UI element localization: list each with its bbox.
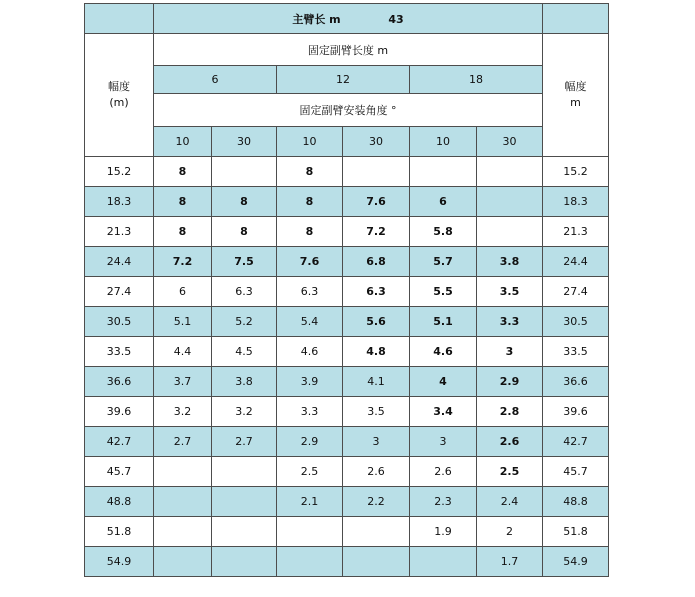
jib-length-label: 固定副臂长度 m: [154, 34, 543, 66]
radius-cell: 33.5: [85, 337, 154, 367]
load-cell: 3.3: [477, 307, 543, 337]
load-cell: 4.1: [343, 367, 410, 397]
load-cell: [343, 547, 410, 577]
load-cell: 3: [343, 427, 410, 457]
load-cell: 8: [277, 187, 343, 217]
load-cell: [212, 517, 277, 547]
load-cell: [277, 547, 343, 577]
load-cell: 6: [154, 277, 212, 307]
load-cell: [212, 547, 277, 577]
load-cell: 2.6: [410, 457, 477, 487]
header-row-main-boom: [85, 4, 609, 34]
load-cell: 2.5: [277, 457, 343, 487]
radius-cell-right: 39.6: [543, 397, 609, 427]
radius-cell: 24.4: [85, 247, 154, 277]
load-cell: 8: [154, 217, 212, 247]
radius-cell: 30.5: [85, 307, 154, 337]
radius-cell: 54.9: [85, 547, 154, 577]
load-cell: 7.6: [343, 187, 410, 217]
load-cell: [343, 157, 410, 187]
radius-cell: 45.7: [85, 457, 154, 487]
load-cell: [212, 457, 277, 487]
load-cell: 3.5: [477, 277, 543, 307]
load-cell: 3.7: [154, 367, 212, 397]
load-cell: 1.7: [477, 547, 543, 577]
radius-cell-right: 51.8: [543, 517, 609, 547]
load-cell: 3.3: [277, 397, 343, 427]
radius-cell: 36.6: [85, 367, 154, 397]
load-cell: 4.4: [154, 337, 212, 367]
jib-length-12: 12: [277, 66, 410, 94]
angle-cell: 10: [154, 127, 212, 157]
table-row: [85, 337, 609, 367]
load-cell: 4.6: [410, 337, 477, 367]
radius-cell: 21.3: [85, 217, 154, 247]
radius-cell-right: 18.3: [543, 187, 609, 217]
load-cell: 2.3: [410, 487, 477, 517]
load-cell: [477, 157, 543, 187]
load-cell: 2.6: [343, 457, 410, 487]
load-cell: 2: [477, 517, 543, 547]
load-cell: 7.6: [277, 247, 343, 277]
load-cell: [343, 517, 410, 547]
load-cell: 6: [410, 187, 477, 217]
table-row: [85, 367, 609, 397]
radius-cell-right: 45.7: [543, 457, 609, 487]
load-cell: [410, 157, 477, 187]
load-cell: 5.7: [410, 247, 477, 277]
header-row-jib-values: [85, 66, 609, 94]
load-cell: 3.5: [343, 397, 410, 427]
load-cell: 5.8: [410, 217, 477, 247]
amplitude-left-line1: 幅度: [108, 80, 130, 93]
radius-cell: 27.4: [85, 277, 154, 307]
amplitude-left-line2: (m): [109, 96, 129, 109]
load-cell: 7.2: [154, 247, 212, 277]
load-cell: 5.2: [212, 307, 277, 337]
load-cell: 2.9: [277, 427, 343, 457]
load-cell: 3.2: [212, 397, 277, 427]
table-row: [85, 157, 609, 187]
radius-cell-right: 30.5: [543, 307, 609, 337]
angle-cell: 30: [212, 127, 277, 157]
table-row: [85, 187, 609, 217]
load-cell: 4.5: [212, 337, 277, 367]
radius-cell: 42.7: [85, 427, 154, 457]
corner-cell: [85, 4, 154, 34]
load-cell: 3.8: [477, 247, 543, 277]
load-cell: 3.4: [410, 397, 477, 427]
load-cell: 5.1: [410, 307, 477, 337]
table-row: [85, 547, 609, 577]
load-cell: 7.2: [343, 217, 410, 247]
header-row-angles: [85, 127, 609, 157]
load-cell: 7.5: [212, 247, 277, 277]
main-boom-label: 主臂长 m: [292, 12, 341, 26]
radius-cell: 39.6: [85, 397, 154, 427]
load-cell: 8: [212, 187, 277, 217]
load-cell: 6.3: [343, 277, 410, 307]
load-cell: [212, 157, 277, 187]
load-cell: 4.6: [277, 337, 343, 367]
radius-cell-right: 21.3: [543, 217, 609, 247]
load-cell: [154, 457, 212, 487]
load-cell: 8: [154, 187, 212, 217]
table-row: [85, 277, 609, 307]
load-chart-table: [84, 3, 609, 577]
main-boom-value: 43: [388, 12, 404, 26]
load-cell: 3.2: [154, 397, 212, 427]
load-cell: 6.3: [277, 277, 343, 307]
load-cell: 1.9: [410, 517, 477, 547]
table-row: [85, 487, 609, 517]
main-boom-cell: [154, 4, 543, 34]
radius-cell-right: 33.5: [543, 337, 609, 367]
radius-cell: 51.8: [85, 517, 154, 547]
table-row: [85, 517, 609, 547]
load-cell: 6.3: [212, 277, 277, 307]
load-cell: 2.9: [477, 367, 543, 397]
load-cell: 2.1: [277, 487, 343, 517]
load-cell: 3.9: [277, 367, 343, 397]
load-cell: 5.5: [410, 277, 477, 307]
load-cell: 2.4: [477, 487, 543, 517]
jib-angle-label: 固定副臂安装角度 °: [154, 94, 543, 127]
load-cell: 2.7: [154, 427, 212, 457]
load-cell: 4.8: [343, 337, 410, 367]
angle-cell: 10: [277, 127, 343, 157]
radius-cell: 48.8: [85, 487, 154, 517]
table-row: [85, 307, 609, 337]
angle-cell: 30: [343, 127, 410, 157]
radius-cell: 18.3: [85, 187, 154, 217]
load-cell: 2.2: [343, 487, 410, 517]
table-row: [85, 247, 609, 277]
table-row: [85, 217, 609, 247]
load-cell: 2.7: [212, 427, 277, 457]
load-cell: 5.6: [343, 307, 410, 337]
load-cell: [477, 217, 543, 247]
table-row: [85, 397, 609, 427]
angle-cell: 30: [477, 127, 543, 157]
radius-cell-right: 36.6: [543, 367, 609, 397]
jib-length-18: 18: [410, 66, 543, 94]
load-cell: 5.4: [277, 307, 343, 337]
load-cell: 2.8: [477, 397, 543, 427]
load-cell: 8: [154, 157, 212, 187]
radius-cell-right: 27.4: [543, 277, 609, 307]
load-cell: 8: [277, 157, 343, 187]
table-row: [85, 427, 609, 457]
amplitude-right-line1: 幅度: [564, 80, 587, 93]
load-cell: 3: [477, 337, 543, 367]
load-cell: [277, 517, 343, 547]
amplitude-right-line2: m: [570, 96, 581, 109]
corner-cell-right: [543, 4, 609, 34]
load-cell: [410, 547, 477, 577]
radius-cell-right: 15.2: [543, 157, 609, 187]
amplitude-header-right: [543, 34, 609, 157]
load-cell: 3: [410, 427, 477, 457]
radius-cell: 15.2: [85, 157, 154, 187]
load-cell: 2.6: [477, 427, 543, 457]
radius-cell-right: 24.4: [543, 247, 609, 277]
header-row-jib-length: [85, 34, 609, 66]
amplitude-header-left: [85, 34, 154, 157]
radius-cell-right: 48.8: [543, 487, 609, 517]
jib-length-6: 6: [154, 66, 277, 94]
load-cell: 3.8: [212, 367, 277, 397]
load-cell: [212, 487, 277, 517]
radius-cell-right: 42.7: [543, 427, 609, 457]
load-cell: 8: [212, 217, 277, 247]
load-cell: 4: [410, 367, 477, 397]
load-cell: 8: [277, 217, 343, 247]
load-cell: 2.5: [477, 457, 543, 487]
load-cell: 6.8: [343, 247, 410, 277]
load-cell: [154, 547, 212, 577]
radius-cell-right: 54.9: [543, 547, 609, 577]
load-cell: 5.1: [154, 307, 212, 337]
angle-cell: 10: [410, 127, 477, 157]
load-cell: [477, 187, 543, 217]
header-row-angle-label: [85, 94, 609, 127]
table-row: [85, 457, 609, 487]
load-cell: [154, 517, 212, 547]
load-cell: [154, 487, 212, 517]
